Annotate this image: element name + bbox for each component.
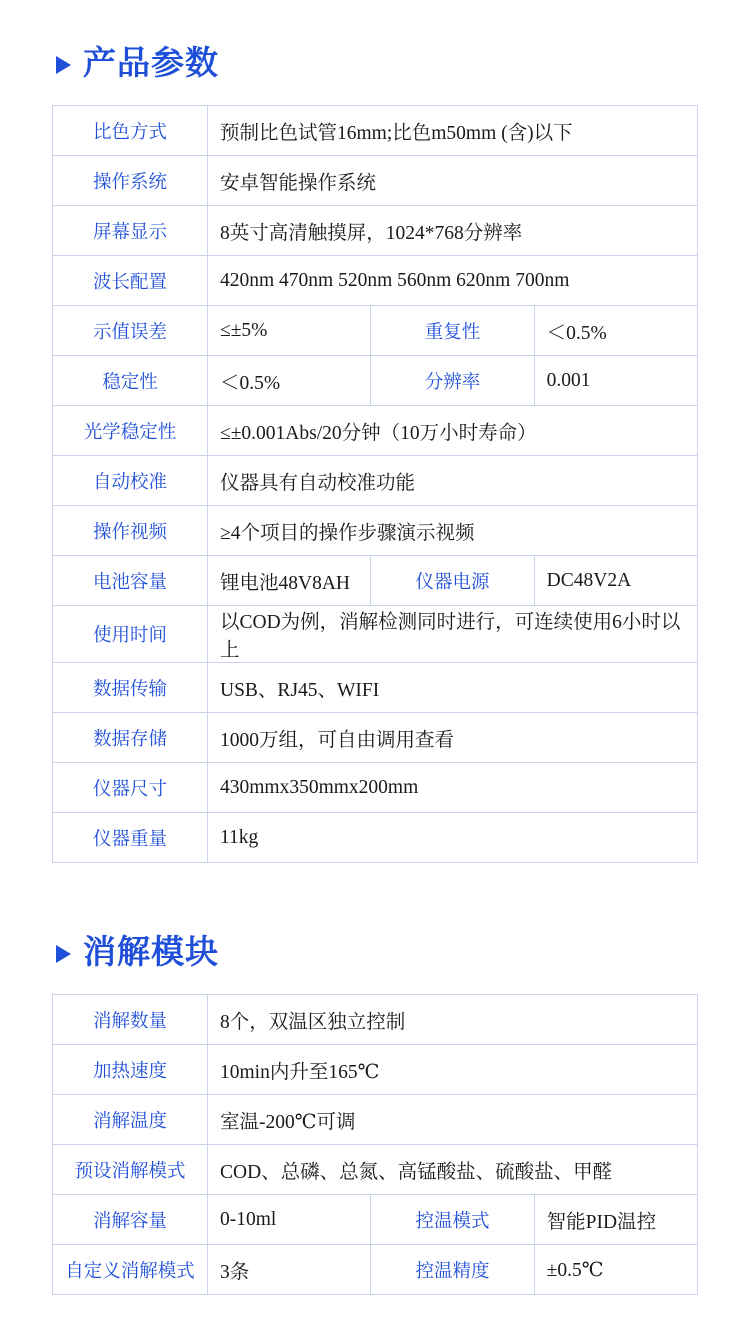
spec-label-cell: 自定义消解模式	[53, 1245, 208, 1295]
spec-value-cell: DC48V2A	[534, 556, 697, 606]
spec-value-cell: 0-10ml	[208, 1195, 371, 1245]
spec-value-cell: 以COD为例，消解检测同时进行，可连续使用6小时以上	[208, 606, 698, 663]
table-row	[53, 713, 698, 763]
table-row	[53, 356, 698, 406]
spec-label-cell: 自动校准	[53, 456, 208, 506]
section-digestion-module	[52, 932, 698, 1295]
triangle-right-icon	[56, 945, 71, 963]
table-row	[53, 1195, 698, 1245]
table-body	[53, 995, 698, 1295]
table-row	[53, 256, 698, 306]
triangle-right-icon	[56, 56, 71, 74]
spec-label-cell: 操作系统	[53, 156, 208, 206]
table-row	[53, 556, 698, 606]
spec-value-cell: 智能PID温控	[534, 1195, 697, 1245]
spec-label-cell: 稳定性	[53, 356, 208, 406]
table-row	[53, 813, 698, 863]
table-row	[53, 106, 698, 156]
table-row	[53, 306, 698, 356]
spec-label-cell: 电池容量	[53, 556, 208, 606]
spec-value-cell: 锂电池48V8AH	[208, 556, 371, 606]
table-row	[53, 1045, 698, 1095]
spec-value-cell: ≤±5%	[208, 306, 371, 356]
spec-label-cell: 仪器重量	[53, 813, 208, 863]
spec-label-cell: 控温模式	[371, 1195, 534, 1245]
spec-label-cell: 数据存储	[53, 713, 208, 763]
spec-value-cell: ±0.5℃	[534, 1245, 697, 1295]
spec-value-cell: 420nm 470nm 520nm 560nm 620nm 700nm	[208, 256, 698, 306]
spec-label-cell: 仪器电源	[371, 556, 534, 606]
spec-label-cell: 重复性	[371, 306, 534, 356]
spec-value-cell: 0.001	[534, 356, 697, 406]
spec-value-cell: 室温-200℃可调	[208, 1095, 698, 1145]
spec-label-cell: 消解温度	[53, 1095, 208, 1145]
section-title: 产品参数	[83, 43, 219, 82]
section-heading	[56, 43, 698, 82]
spec-value-cell: 8英寸高清触摸屏，1024*768分辨率	[208, 206, 698, 256]
table-row	[53, 995, 698, 1045]
spec-value-cell: 安卓智能操作系统	[208, 156, 698, 206]
section-heading	[56, 932, 698, 971]
table-row	[53, 406, 698, 456]
product-parameters-table	[52, 105, 698, 863]
table-row	[53, 206, 698, 256]
table-row	[53, 663, 698, 713]
spec-value-cell: 10min内升至165℃	[208, 1045, 698, 1095]
table-row	[53, 456, 698, 506]
spec-label-cell: 仪器尺寸	[53, 763, 208, 813]
spec-label-cell: 消解数量	[53, 995, 208, 1045]
spec-value-cell: ＜0.5%	[208, 356, 371, 406]
spec-value-cell: 1000万组，可自由调用查看	[208, 713, 698, 763]
table-row	[53, 606, 698, 663]
spec-label-cell: 使用时间	[53, 606, 208, 663]
spec-label-cell: 操作视频	[53, 506, 208, 556]
table-row	[53, 763, 698, 813]
spec-label-cell: 示值误差	[53, 306, 208, 356]
digestion-module-table	[52, 994, 698, 1295]
table-body	[53, 106, 698, 863]
spec-label-cell: 预设消解模式	[53, 1145, 208, 1195]
spec-label-cell: 光学稳定性	[53, 406, 208, 456]
spec-value-cell: 8个，双温区独立控制	[208, 995, 698, 1045]
spec-value-cell: 3条	[208, 1245, 371, 1295]
section-title: 消解模块	[83, 932, 219, 971]
spec-value-cell: 预制比色试管16mm;比色m50mm (含)以下	[208, 106, 698, 156]
spec-value-cell: 430mmx350mmx200mm	[208, 763, 698, 813]
spec-label-cell: 分辨率	[371, 356, 534, 406]
spec-label-cell: 消解容量	[53, 1195, 208, 1245]
spec-value-cell: ≤±0.001Abs/20分钟（10万小时寿命）	[208, 406, 698, 456]
spec-label-cell: 屏幕显示	[53, 206, 208, 256]
spec-label-cell: 加热速度	[53, 1045, 208, 1095]
table-row	[53, 1245, 698, 1295]
table-row	[53, 1145, 698, 1195]
spec-label-cell: 控温精度	[371, 1245, 534, 1295]
spec-label-cell: 波长配置	[53, 256, 208, 306]
section-product-parameters	[52, 43, 698, 863]
spec-value-cell: ＜0.5%	[534, 306, 697, 356]
table-row	[53, 1095, 698, 1145]
spec-label-cell: 比色方式	[53, 106, 208, 156]
spec-value-cell: COD、总磷、总氮、高锰酸盐、硫酸盐、甲醛	[208, 1145, 698, 1195]
table-row	[53, 156, 698, 206]
spec-value-cell: ≥4个项目的操作步骤演示视频	[208, 506, 698, 556]
section-spacer	[52, 863, 698, 935]
spec-value-cell: USB、RJ45、WIFI	[208, 663, 698, 713]
spec-value-cell: 11kg	[208, 813, 698, 863]
table-row	[53, 506, 698, 556]
spec-label-cell: 数据传输	[53, 663, 208, 713]
spec-value-cell: 仪器具有自动校准功能	[208, 456, 698, 506]
